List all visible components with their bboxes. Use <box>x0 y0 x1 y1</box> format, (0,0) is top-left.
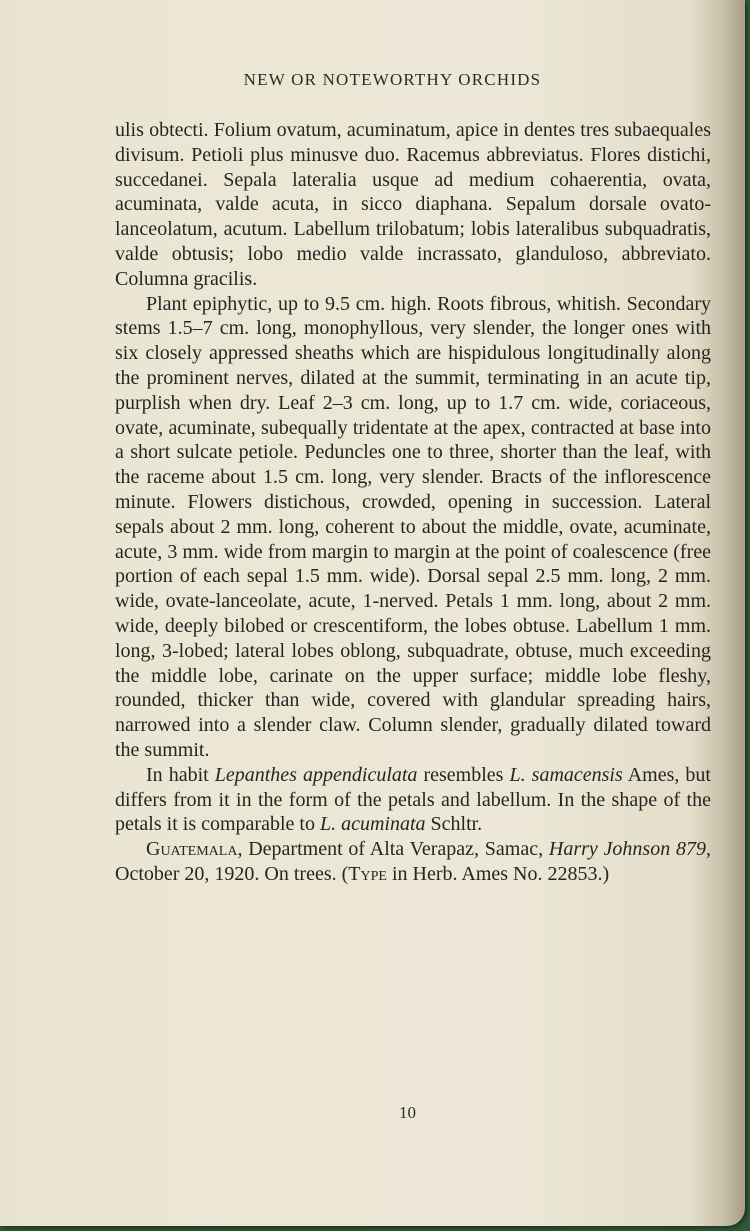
page-body <box>115 118 711 887</box>
comparison-text: In habit <box>146 763 215 786</box>
type-label: Type <box>348 862 387 885</box>
comparison-text: resembles <box>417 763 510 786</box>
specimen-locality: , Department of Alta Verapaz, Samac, <box>237 838 549 861</box>
specimen-country: Guatemala <box>146 838 238 861</box>
comparison-text: Ames, but differs from it in the form of the petals and labellum. In the shape of the petals it is comparable to <box>115 763 711 836</box>
latin-description-paragraph: ulis obtecti. Folium ovatum, acuminatum, apice in dentes tres subaequales divisum. Petioli plus minusve duo. Racemus abbreviatus. Flores distichi, succedanei. Sepala lateralia usque ad medium cohaerentia, ovata, acuminata, valde acuta, in sicco diaphana. Sepalum dorsale ovato-lanceolatum, acutum. Labellum trilobatum; lobis lateralibus subquadratis, valde obtusis; lobo medio valde incrassato, glanduloso, abbreviato. Columna gracilis. <box>115 119 711 290</box>
specimen-date-habitat: , October 20, 1920. On trees. ( <box>115 838 711 885</box>
page-number: 10 <box>399 1103 416 1122</box>
comparison-text: Schltr. <box>425 813 483 836</box>
specimen-collector: Harry Johnson 879 <box>548 838 706 861</box>
reference-species-samacensis: L. samacensis <box>509 763 623 786</box>
comparison-paragraph <box>115 763 711 837</box>
running-header: NEW OR NOTEWORTHY ORCHIDS <box>243 70 542 89</box>
reference-species-acuminata: L. acuminata <box>319 813 426 836</box>
english-description-paragraph: Plant epiphytic, up to 9.5 cm. high. Roots fibrous, whitish. Secondary stems 1.5–7 cm. long, monophyllous, very slender, the longer ones with six closely appressed sheaths which are hispidulous longitudinally along the prominent nerves, dilated at the summit, terminating in an acute tip, purplish when dry. Leaf 2–3 cm. long, up to 1.7 cm. wide, coriaceous, ovate, acuminate, subequally tridentate at the apex, contracted at base into a short sulcate petiole. Peduncles one to three, shorter than the leaf, with the raceme about 1.5 cm. long, very slender. Bracts of the inflorescence minute. Flowers distichous, crowded, opening in succession. Lateral sepals about 2 mm. long, coherent to about the middle, ovate, acuminate, acute, 3 mm. wide from margin to margin at the point of coalescence (free portion of each sepal 1.5 mm. wide). Dorsal sepal 2.5 mm. long, 2 mm. wide, ovate-lanceolate, acute, 1-nerved. Petals 1 mm. long, about 2 mm. wide, deeply bilobed or crescentiform, the lobes obtuse. Labellum 1 mm. long, 3-lobed; lateral lobes oblong, subquadrate, obtuse, much exceeding the middle lobe, carinate on the upper surface; middle lobe fleshy, rounded, thicker than wide, covered with glandular spreading hairs, narrowed into a slender claw. Column slender, gradually dilated toward the summit. <box>115 292 711 761</box>
specimen-citation-paragraph <box>115 837 711 887</box>
specimen-herbarium: in Herb. Ames No. 22853.) <box>386 862 610 885</box>
species-name: Lepanthes appendiculata <box>214 763 418 786</box>
